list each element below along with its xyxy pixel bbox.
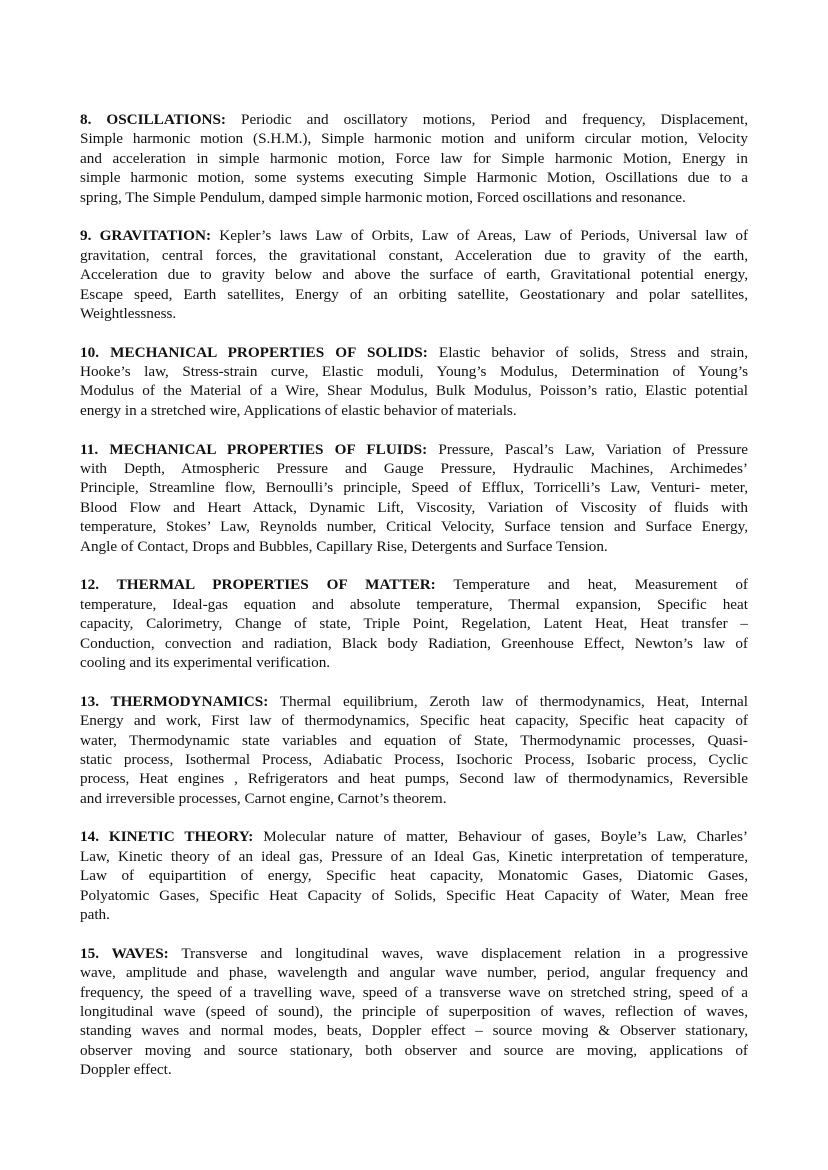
text-line (80, 827, 748, 846)
text-line (80, 226, 748, 245)
section-text: wave, amplitude and phase, wavelength and angular wave number, period, angular frequency and (80, 964, 748, 982)
text-line (80, 188, 748, 207)
text-line (80, 1021, 748, 1040)
section-text: Molecular nature of matter, Behaviour of gases, Boyle’s Law, Charles’ (253, 828, 748, 846)
text-line (80, 129, 748, 148)
section-text: energy in a stretched wire, Applications of elastic behavior of materials. (80, 401, 517, 419)
section-text: Kepler’s laws Law of Orbits, Law of Areas, Law of Periods, Universal law of (211, 227, 749, 245)
text-line (80, 304, 748, 323)
section-text: Blood Flow and Heart Attack, Dynamic Lift, Viscosity, Variation of Viscosity of fluids with (80, 498, 748, 516)
text-line (80, 866, 748, 885)
section-text: Temperature and heat, Measurement of (435, 576, 748, 594)
text-line (80, 769, 748, 788)
text-line (80, 478, 748, 497)
section-heading: 9. GRAVITATION: (80, 227, 212, 245)
section-text: and irreversible processes, Carnot engine, Carnot’s theorem. (80, 789, 447, 807)
text-line (80, 614, 748, 633)
section-text: water, Thermodynamic state variables and equation of State, Thermodynamic processes, Quasi- (80, 731, 748, 749)
section-text: spring, The Simple Pendulum, damped simple harmonic motion, Forced oscillations and resonance. (80, 188, 686, 206)
text-line (80, 905, 748, 924)
text-line (80, 343, 748, 362)
text-line (80, 963, 748, 982)
syllabus-section (80, 343, 748, 421)
section-text: Pressure, Pascal’s Law, Variation of Pressure (427, 440, 749, 458)
text-line (80, 381, 748, 400)
text-line (80, 692, 748, 711)
section-text: process, Heat engines , Refrigerators and heat pumps, Second law of thermodynamics, Reversible (80, 770, 748, 788)
text-line (80, 944, 748, 963)
syllabus-section (80, 226, 748, 323)
section-text: Transverse and longitudinal waves, wave displacement relation in a progressive (168, 944, 748, 962)
section-text: path. (80, 906, 110, 924)
text-line (80, 634, 748, 653)
syllabus-page (80, 110, 748, 1099)
section-text: temperature, Ideal-gas equation and absolute temperature, Thermal expansion, Specific heat (80, 595, 748, 613)
text-line (80, 711, 748, 730)
text-line (80, 285, 748, 304)
section-text: Thermal equilibrium, Zeroth law of thermodynamics, Heat, Internal (268, 692, 748, 710)
text-line (80, 886, 748, 905)
text-line (80, 537, 748, 556)
text-line (80, 401, 748, 420)
section-heading: 15. WAVES: (80, 944, 169, 962)
text-line (80, 575, 748, 594)
section-text: Escape speed, Earth satellites, Energy of an orbiting satellite, Geostationary and polar satellites, (80, 285, 748, 303)
section-text: Law, Kinetic theory of an ideal gas, Pressure of an Ideal Gas, Kinetic interpretation of temperature, (80, 847, 748, 865)
section-text: capacity, Calorimetry, Change of state, Triple Point, Regelation, Latent Heat, Heat transfer – (80, 615, 748, 633)
syllabus-section (80, 110, 748, 207)
section-text: cooling and its experimental verification. (80, 653, 331, 671)
text-line (80, 168, 748, 187)
section-text: frequency, the speed of a travelling wave, speed of a transverse wave on stretched string, speed of a (80, 983, 748, 1001)
text-line (80, 983, 748, 1002)
section-text: simple harmonic motion, some systems executing Simple Harmonic Motion, Oscillations due to a (80, 169, 748, 187)
section-text: Conduction, convection and radiation, Black body Radiation, Greenhouse Effect, Newton’s law of (80, 634, 748, 652)
section-text: Periodic and oscillatory motions, Period and frequency, Displacement, (225, 111, 748, 128)
section-text: Modulus of the Material of a Wire, Shear Modulus, Bulk Modulus, Poisson’s ratio, Elastic potential (80, 382, 748, 400)
section-heading: 10. MECHANICAL PROPERTIES OF SOLIDS: (80, 343, 428, 361)
section-text: with Depth, Atmospheric Pressure and Gauge Pressure, Hydraulic Machines, Archimedes’ (80, 460, 748, 478)
syllabus-section (80, 440, 748, 556)
section-text: standing waves and normal modes, beats, Doppler effect – source moving & Observer stationary, (80, 1022, 748, 1040)
section-heading: 12. THERMAL PROPERTIES OF MATTER: (80, 576, 436, 594)
text-line (80, 149, 748, 168)
text-line (80, 595, 748, 614)
text-line (80, 1060, 748, 1079)
section-heading: 11. MECHANICAL PROPERTIES OF FLUIDS: (80, 440, 428, 458)
section-text: and acceleration in simple harmonic motion, Force law for Simple harmonic Motion, Energy in (80, 149, 748, 167)
section-heading: 8. OSCILLATIONS: (80, 111, 226, 128)
text-line (80, 789, 748, 808)
section-text: observer moving and source stationary, both observer and source are moving, applications of (80, 1041, 748, 1059)
text-line (80, 1041, 748, 1060)
text-line (80, 440, 748, 459)
text-line (80, 459, 748, 478)
text-line (80, 750, 748, 769)
section-text: Principle, Streamline flow, Bernoulli’s principle, Speed of Efflux, Torricelli’s Law, Venturi- meter, (80, 479, 748, 497)
syllabus-section (80, 575, 748, 672)
text-line (80, 498, 748, 517)
section-text: Weightlessness. (80, 304, 177, 322)
section-heading: 14. KINETIC THEORY: (80, 828, 254, 846)
section-text: Acceleration due to gravity below and above the surface of earth, Gravitational potential energy, (80, 266, 748, 284)
section-text: Simple harmonic motion (S.H.M.), Simple harmonic motion and uniform circular motion, Velocity (80, 130, 748, 148)
syllabus-section (80, 944, 748, 1080)
syllabus-section (80, 692, 748, 808)
text-line (80, 246, 748, 265)
text-line (80, 653, 748, 672)
section-text: Law of equipartition of energy, Specific heat capacity, Monatomic Gases, Diatomic Gases, (80, 867, 748, 885)
section-text: Elastic behavior of solids, Stress and strain, (427, 343, 748, 361)
syllabus-section (80, 827, 748, 924)
section-text: Angle of Contact, Drops and Bubbles, Capillary Rise, Detergents and Surface Tension. (80, 537, 608, 555)
text-line (80, 1002, 748, 1021)
text-line (80, 265, 748, 284)
section-text: gravitation, central forces, the gravitational constant, Acceleration due to gravity of the earth, (80, 246, 748, 264)
section-text: temperature, Stokes’ Law, Reynolds number, Critical Velocity, Surface tension and Surface Energy, (80, 518, 748, 536)
text-line (80, 731, 748, 750)
section-text: longitudinal wave (speed of sound), the principle of superposition of waves, reflection of waves, (80, 1002, 748, 1020)
section-text: Hooke’s law, Stress-strain curve, Elastic moduli, Young’s Modulus, Determination of Young’s (80, 363, 748, 381)
section-text: Doppler effect. (80, 1061, 172, 1079)
section-text: Energy and work, First law of thermodynamics, Specific heat capacity, Specific heat capacity of (80, 712, 748, 730)
section-text: Polyatomic Gases, Specific Heat Capacity of Solids, Specific Heat Capacity of Water, Mean free (80, 886, 748, 904)
text-line (80, 362, 748, 381)
text-line (80, 517, 748, 536)
text-line (80, 110, 748, 129)
text-line (80, 847, 748, 866)
section-heading: 13. THERMODYNAMICS: (80, 692, 269, 710)
section-text: static process, Isothermal Process, Adiabatic Process, Isochoric Process, Isobaric process, Cyclic (80, 750, 748, 768)
